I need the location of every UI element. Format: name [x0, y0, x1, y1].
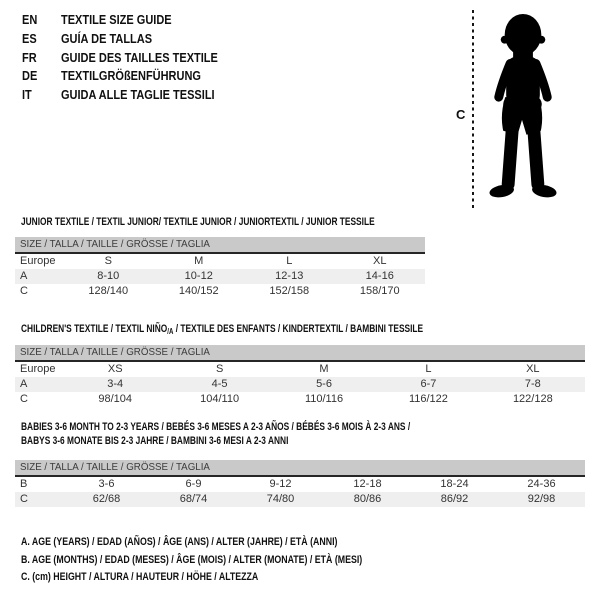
size-header-bar	[15, 237, 425, 254]
cell: 10-12	[184, 270, 213, 282]
language-row	[22, 11, 239, 30]
cell: 6-7	[420, 378, 437, 390]
cell: 9-12	[269, 478, 292, 490]
footnote-b: B. AGE (MONTHS) / EDAD (MESES) / ÂGE (MOIS) / ALTER (MONATE) / ETÀ (MESI)	[21, 553, 363, 566]
cell: 98/104	[98, 393, 133, 405]
table-row	[15, 269, 425, 284]
cell: 3-6	[98, 478, 115, 490]
size-header-text: SIZE / TALLA / TAILLE / GRÖSSE / TAGLIA	[20, 238, 210, 250]
children-section-title	[21, 323, 423, 339]
cell: 92/98	[527, 493, 556, 505]
table-row	[15, 284, 425, 299]
size-header-text: SIZE / TALLA / TAILLE / GRÖSSE / TAGLIA	[20, 461, 210, 473]
cell: 24-36	[527, 478, 556, 490]
language-row	[22, 86, 239, 105]
title-text: CHILDREN'S TEXTILE / TEXTIL NIÑO	[21, 323, 168, 335]
table-row	[15, 377, 585, 392]
cell: XL	[526, 363, 540, 375]
footnote-c: C. (cm) HEIGHT / ALTURA / HAUTEUR / HÖHE / ALTEZZA	[21, 571, 259, 583]
title-text: / TEXTILE DES ENFANTS / KINDERTEXTIL / BAMBINI TESSILE	[173, 323, 424, 335]
babies-size-table	[15, 460, 585, 507]
cell: 152/158	[269, 285, 310, 297]
language-title: GUIDE DES TAILLES TEXTILE	[61, 50, 218, 65]
cell: 122/128	[512, 393, 553, 405]
language-title: GUÍA DE TALLAS	[61, 32, 153, 47]
table-row	[15, 492, 585, 507]
language-row	[22, 30, 239, 49]
table-row	[15, 392, 585, 407]
language-code: FR	[22, 50, 37, 65]
cell: 128/140	[88, 285, 129, 297]
footnote-a: A. AGE (YEARS) / EDAD (AÑOS) / ÂGE (ANS) / ALTER (JAHRE) / ETÀ (ANNI)	[21, 536, 338, 548]
row-label: A	[20, 378, 28, 390]
cell: 110/116	[304, 393, 344, 405]
title-line-2: BABYS 3-6 MONATE BIS 2-3 JAHRE / BAMBINI 3-6 MESI A 2-3 ANNI	[21, 434, 289, 447]
cell: 12-18	[353, 478, 382, 490]
language-row	[22, 67, 239, 86]
cell: L	[425, 363, 432, 375]
language-code: ES	[22, 32, 37, 47]
junior-size-table	[15, 237, 425, 299]
table-row	[15, 254, 425, 269]
cell: 80/86	[353, 493, 382, 505]
size-header-bar	[15, 460, 585, 477]
row-label: B	[20, 478, 28, 490]
size-header-text: SIZE / TALLA / TAILLE / GRÖSSE / TAGLIA	[20, 346, 210, 358]
cell: 14-16	[365, 270, 394, 282]
cell: M	[319, 363, 329, 375]
cell: 68/74	[179, 493, 208, 505]
cell: 104/110	[200, 393, 240, 405]
language-title: GUIDA ALLE TAGLIE TESSILI	[61, 88, 215, 103]
cell: 18-24	[440, 478, 469, 490]
language-code: IT	[22, 88, 32, 103]
language-code: EN	[22, 13, 38, 28]
cell: 116/122	[408, 393, 448, 405]
cell: M	[194, 255, 204, 267]
babies-section-title	[21, 421, 410, 448]
row-label: C	[20, 493, 28, 505]
language-title-list	[22, 11, 239, 104]
cell: XL	[373, 255, 387, 267]
cell: S	[104, 255, 112, 267]
baby-silhouette-icon	[483, 8, 565, 206]
cell: 7-8	[524, 378, 541, 390]
cell: XS	[107, 363, 123, 375]
title-line-1: BABIES 3-6 MONTH TO 2-3 YEARS / BEBÉS 3-6 MESES A 2-3 AÑOS / BÉBÉS 3-6 MOIS À 2-3 ANS /	[21, 421, 411, 433]
title-subscript: /A	[167, 327, 174, 336]
cell: 86/92	[440, 493, 469, 505]
cell: 6-9	[185, 478, 202, 490]
row-label: C	[20, 285, 28, 297]
row-label: A	[20, 270, 28, 282]
cell: 158/170	[359, 285, 400, 297]
cell: 140/152	[178, 285, 219, 297]
cell: L	[286, 255, 293, 267]
language-title: TEXTILE SIZE GUIDE	[61, 13, 172, 28]
cell: 8-10	[97, 270, 120, 282]
junior-section-title: JUNIOR TEXTILE / TEXTIL JUNIOR/ TEXTILE JUNIOR / JUNIORTEXTIL / JUNIOR TESSILE	[21, 216, 375, 228]
children-size-table	[15, 345, 585, 407]
cell: 74/80	[266, 493, 295, 505]
cell: 4-5	[211, 378, 228, 390]
cell: 12-13	[275, 270, 304, 282]
table-row	[15, 477, 585, 492]
language-title: TEXTILGRÖßENFÜHRUNG	[61, 69, 201, 84]
language-code: DE	[22, 69, 38, 84]
cell: 5-6	[316, 378, 332, 390]
height-dotted-line	[472, 10, 474, 208]
table-row	[15, 362, 585, 377]
row-label: Europe	[20, 363, 56, 375]
row-label: C	[20, 393, 28, 405]
language-row	[22, 48, 239, 67]
cell: 62/68	[92, 493, 121, 505]
footnotes	[21, 534, 448, 587]
height-marker-label: C	[456, 107, 466, 122]
cell: S	[215, 363, 224, 375]
row-label: Europe	[20, 255, 56, 267]
size-header-bar	[15, 345, 585, 362]
cell: 3-4	[107, 378, 124, 390]
